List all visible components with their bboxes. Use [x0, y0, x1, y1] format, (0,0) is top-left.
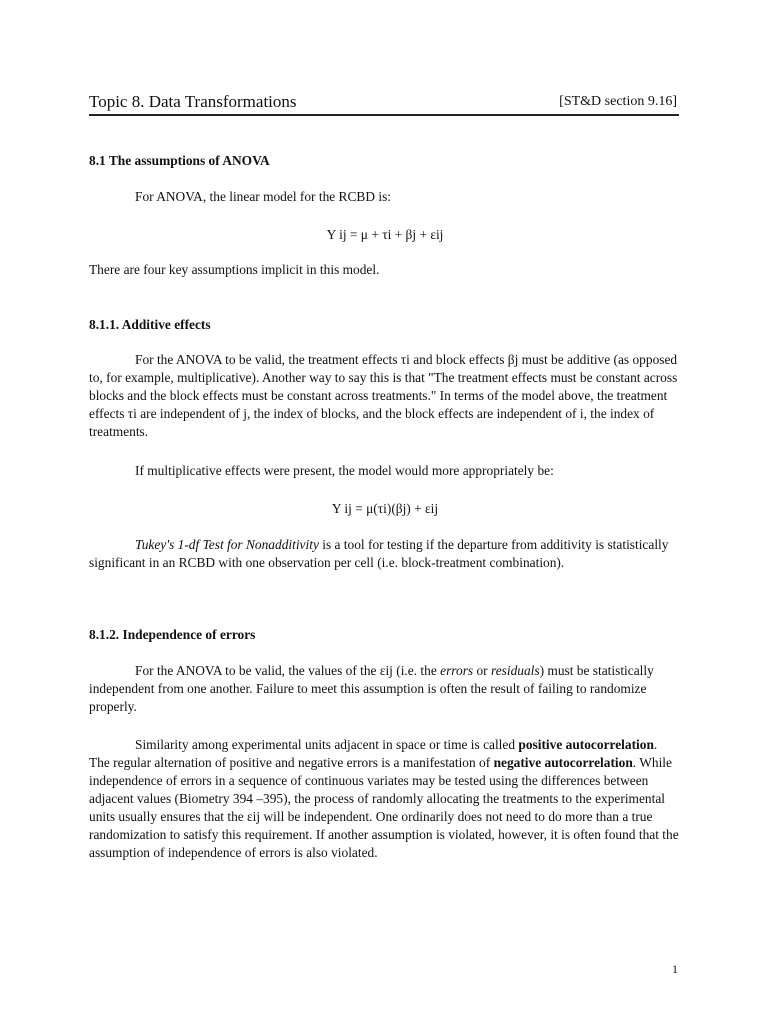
independence-paragraph: [89, 662, 681, 716]
rcbd-equation: Y ij = μ + τi + βj + εij: [326, 227, 444, 242]
negative-autocorrelation-term: negative autocorrelation: [493, 755, 633, 770]
autocorrelation-text-b: . The regular alternation of positive and negative errors is a manifestation of: [89, 737, 658, 770]
residuals-term: residuals: [491, 663, 540, 678]
page-number: 1: [672, 962, 678, 976]
section-8-1-2-heading: 8.1.2. Independence of errors: [89, 627, 256, 642]
multiplicative-equation: Y ij = μ(τi)(βj) + εij: [331, 501, 439, 516]
autocorrelation-text-c: . While independence of errors in a sequence of continuous variates may be tested using the differences between adjacent values (Biometry 394 –395), the process of randomly allocating the treatments to the experimental units usually ensures that the εij will be independent. One ordinarily does not need to do more than a true randomization to satisfy this requirement. If another assumption is violated, however, it is often found that the assumption of independence of errors is also violated.: [89, 755, 679, 860]
additive-effects-paragraph: For the ANOVA to be valid, the treatment effects τi and block effects βj must be additive (as opposed to, for example, multiplicative). Another way to say this is that "The treatment effects must be constant across blocks and the block effects must be constant across treatments." In terms of the model above, the treatment effects τi are independent of j, the index of blocks, and the block effects are independent of i, the index of treatments.: [89, 352, 678, 439]
page-title: Topic 8. Data Transformations: [89, 92, 297, 111]
autocorrelation-paragraph: [89, 736, 681, 862]
section-8-1-after: There are four key assumptions implicit in this model.: [89, 262, 380, 277]
multiplicative-intro: If multiplicative effects were present, the model would more appropriately be:: [135, 463, 554, 478]
tukey-paragraph: [89, 536, 681, 572]
section-reference: [ST&D section 9.16]: [559, 94, 677, 109]
or-text: or: [473, 663, 491, 678]
independence-text-b: ) must be statistically independent from one another. Failure to meet this assumption is often the result of failing to randomize properly.: [89, 663, 654, 714]
section-8-1-intro: For ANOVA, the linear model for the RCBD is:: [135, 189, 392, 204]
tukey-test-name: Tukey's 1-df Test for Nonadditivity: [135, 537, 319, 552]
page-header: [89, 92, 679, 116]
autocorrelation-text-a: Similarity among experimental units adjacent in space or time is called: [135, 737, 519, 752]
errors-term: errors: [440, 663, 474, 678]
section-8-1-heading: 8.1 The assumptions of ANOVA: [89, 153, 270, 168]
tukey-text: is a tool for testing if the departure from additivity is statistically significant in an RCBD with one observation per cell (i.e. block-treatment combination).: [89, 537, 669, 570]
positive-autocorrelation-term: positive autocorrelation: [518, 737, 654, 752]
independence-text-a: For the ANOVA to be valid, the values of the εij (i.e. the: [135, 663, 441, 678]
section-8-1-1-heading: 8.1.1. Additive effects: [89, 317, 211, 332]
